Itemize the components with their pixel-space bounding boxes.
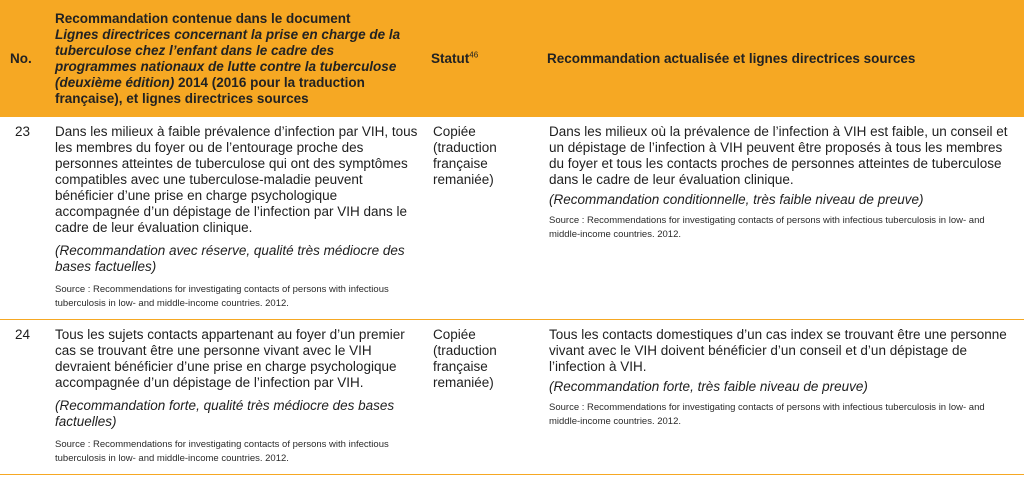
row-number: 23 [14, 124, 31, 139]
header-updated: Recommandation actualisée et lignes directrices sources [547, 50, 916, 66]
recommendation-cell [49, 117, 425, 320]
recommendation-text: Tous les sujets contacts appartenant au foyer d’un premier cas se trouvant être une personne vivant avec le VIH devraient bénéficier d’une prise en charge psychologique accompagnée d’un dépistage de l’infection par VIH. [55, 327, 405, 390]
updated-source: Source : Recommendations for investigating contacts of persons with infectious tuberculosis in low- and middle-income countries. 2012. [549, 402, 985, 427]
header-statut [425, 0, 541, 117]
updated-quality: (Recommandation forte, très faible niveau de preuve) [549, 379, 868, 394]
header-no: No. [10, 50, 32, 66]
header-statut-label: Statut [431, 50, 470, 66]
header-recommendation [49, 0, 425, 117]
updated-cell [541, 117, 1024, 320]
updated-quality: (Recommandation conditionnelle, très faible niveau de preuve) [549, 192, 924, 207]
updated-text: Dans les milieux où la prévalence de l’infection à VIH est faible, un conseil et un dépistage de l’infection à VIH peuvent être proposés à tous les membres du foyer et tous les contacts proches de personnes atteintes de tuberculose dans le cadre de leur évaluation clinique. [549, 124, 1008, 187]
recommendation-quality: (Recommandation forte, qualité très médiocre des bases factuelles) [55, 398, 395, 429]
recommendation-cell [49, 320, 425, 475]
recommendation-quality: (Recommandation avec réserve, qualité très médiocre des bases factuelles) [55, 243, 405, 274]
recommendation-source: Source : Recommendations for investigating contacts of persons with infectious tuberculosis in low- and middle-income countries. 2012. [55, 284, 389, 309]
recommendation-text: Dans les milieux à faible prévalence d’infection par VIH, tous les membres du foyer ou de l’entourage proche des personnes atteintes de tuberculose qui ont des symptômes compatibles avec une tuberculose-maladie peuvent bénéficier d’une prise en charge psychologique accompagnée d’un dépistage de l’infection par VIH dans le cadre de leur évaluation clinique. [55, 124, 418, 235]
header-rec-after: 2014 (2016 pour la traduction française), et lignes directrices sources [55, 74, 365, 106]
updated-source: Source : Recommendations for investigating contacts of persons with infectious tuberculosis in low- and middle-income countries. 2012. [549, 215, 985, 240]
table-row [0, 117, 1024, 320]
header-row [0, 0, 1024, 117]
row-number: 24 [14, 327, 31, 342]
header-rec-line1: Recommandation contenue dans le document [55, 10, 351, 26]
status-cell: Copiée (traduction française remaniée) [433, 327, 497, 390]
recommendation-source: Source : Recommendations for investigating contacts of persons with infectious tuberculosis in low- and middle-income countries. 2012. [55, 439, 389, 464]
table-header [0, 0, 1024, 117]
updated-cell [541, 320, 1024, 475]
header-statut-footnote: 46 [469, 50, 479, 59]
header-rec-title: Lignes directrices concernant la prise en charge de la tuberculose chez l’enfant dans le cadre des programmes nationaux de lutte contre la tuberculose (deuxième édition) [55, 26, 401, 90]
status-cell: Copiée (traduction française remaniée) [433, 124, 497, 187]
table-row [0, 320, 1024, 475]
updated-text: Tous les contacts domestiques d’un cas index se trouvant être une personne vivant avec le VIH doivent bénéficier d’un conseil et d’un dépistage de l’infection à VIH. [549, 327, 1007, 374]
